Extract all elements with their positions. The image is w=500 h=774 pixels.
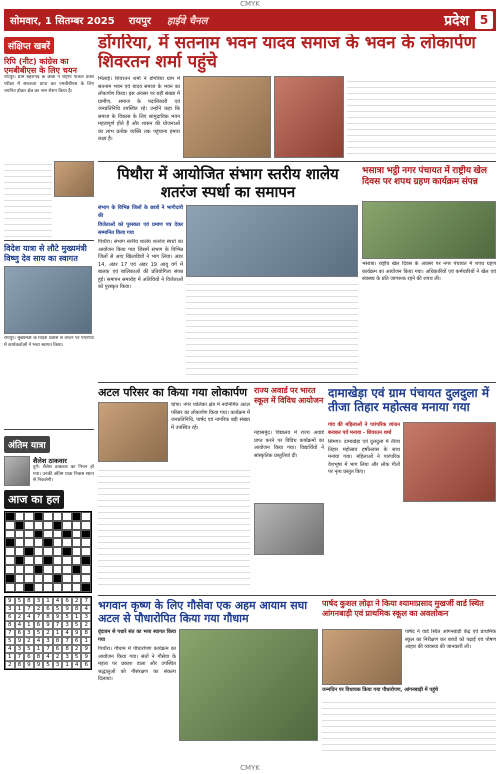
masthead-date: सोमवार, 1 सितम्बर 2025 xyxy=(10,16,115,27)
atal-headline: अटल परिसर का किया गया लोकार्पण xyxy=(98,386,248,399)
lead-body: भिलाई। शिवरतन शर्मा ने डोंगरिया ग्राम में सतनाम भवन एवं यादव समाज के भवन का लोकार्पण किया। इस अवसर पर बड़ी संख्या में ग्रामीण, समाज के पदाधिकारी एवं जनप्रतिनिधि उपस्थित रहे। उन्होंने कहा कि समाज के विकास के लिए सामुदायिक भवन महत्वपूर्ण होते हैं और शासन की योजनाओं का लाभ प्रत्येक व्यक्ति तक पहुंचाना हमारा लक्ष्य है। xyxy=(98,76,180,142)
sudoku-cell: 5 xyxy=(5,637,15,645)
sudoku-cell: 6 xyxy=(15,629,25,637)
sudoku-cell: 6 xyxy=(62,597,72,605)
sudoku-cell: 7 xyxy=(53,621,63,629)
sudoku-cell: 2 xyxy=(15,613,25,621)
sudoku-cell: 3 xyxy=(24,629,34,637)
atal-body: चांपा। नगर पालिका क्षेत्र में नवनिर्मित अटल परिसर का लोकार्पण किया गया। कार्यक्रम में जनप्रतिनिधि, पार्षद एवं नागरिक बड़ी संख्या में उपस्थित रहे। xyxy=(171,402,250,431)
sudoku-cell: 2 xyxy=(43,629,53,637)
sudoku-cell: 9 xyxy=(15,637,25,645)
sudoku-cell: 2 xyxy=(72,645,82,653)
sudoku-cell: 3 xyxy=(62,653,72,661)
sudoku-cell: 2 xyxy=(24,637,34,645)
teeja-body: सिमगा। दामाखेड़ा एवं दुलदुला में तीजा तिहार महोत्सव हर्षोल्लास के साथ मनाया गया। महिलाओं ने पारंपरिक वेशभूषा में भाग लिया और लोक गीतों पर नृत्य प्रस्तुत किए। xyxy=(328,439,400,475)
divider xyxy=(4,429,94,430)
gau-bullet: वृंदावन से पधारे संत का भव्य स्वागत किया गया xyxy=(98,629,176,643)
sudoku-cell: 5 xyxy=(34,629,44,637)
sudoku-cell: 1 xyxy=(15,605,25,613)
teeja-photo xyxy=(403,422,496,502)
sudoku-cell: 4 xyxy=(62,629,72,637)
sudoku-cell: 3 xyxy=(43,637,53,645)
sudoku-cell: 2 xyxy=(81,621,91,629)
divider xyxy=(98,595,496,596)
sudoku-cell: 6 xyxy=(5,613,15,621)
sudoku-cell: 7 xyxy=(15,653,25,661)
sudoku-cell: 6 xyxy=(43,605,53,613)
registration-mark-bottom: CMYK xyxy=(240,764,260,772)
obituary-name: शैलेश ठाकवार xyxy=(33,456,67,465)
sudoku-cell: 5 xyxy=(53,605,63,613)
sudoku-cell: 9 xyxy=(81,653,91,661)
divider xyxy=(98,382,496,383)
rajya-body: महासमुंद। विद्यालय में राज्य अवार्ड प्राप्त करने पर विविध कार्यक्रमों का आयोजन किया गया। विद्यार्थियों ने सांस्कृतिक प्रस्तुतियां दीं। xyxy=(254,430,324,459)
gau-photo xyxy=(179,629,318,741)
sudoku-cell: 1 xyxy=(43,597,53,605)
brief1-headline: रिपि (नीट) कांग्रेस का एमबीबीएस के लिए चयन xyxy=(4,57,77,76)
atal-body-cont xyxy=(98,465,250,585)
lead-photo-2 xyxy=(274,76,344,158)
divider xyxy=(4,240,94,241)
sudoku-cell: 6 xyxy=(72,637,82,645)
sudoku-cell: 9 xyxy=(24,661,34,669)
teeja-bullet: गांव की महिलाओं ने पारंपरिक व्यंजन बनाकर पर्व मनाया - शिवरतन शर्मा xyxy=(328,422,400,436)
sudoku-cell: 2 xyxy=(72,597,82,605)
sudoku-cell: 1 xyxy=(53,629,63,637)
sudoku-cell: 8 xyxy=(15,661,25,669)
bhasha-photo xyxy=(362,201,496,259)
obituary-text: दुर्ग। शैलेश ठाकवार का निधन हो गया। उनकी अंतिम यात्रा निवास स्थान से निकलेगी। xyxy=(33,464,94,484)
crossword-grid xyxy=(4,511,92,593)
lead-body-cont xyxy=(347,76,496,158)
sudoku-cell: 7 xyxy=(5,629,15,637)
gau-headline: भगवान कृष्ण के लिए गौसेवा एक अहम आयाम सघा अटल से पौधारोपित किया गया गौधाम xyxy=(98,599,308,626)
masthead-section: प्रदेश xyxy=(444,12,469,29)
puzzle-title: आज का हल xyxy=(4,490,64,509)
sudoku-cell: 9 xyxy=(72,629,82,637)
sudoku-cell: 4 xyxy=(81,605,91,613)
brief1-text: रायपुर। ग्राम बहरागढ़ के छात्रों ने राष्ट्रीय पात्रता प्रवेश परीक्षा में सफलता प्राप्त कर एमबीबीएस के लिए चयनित होकर क्षेत्र का नाम रोशन किया है। xyxy=(4,75,94,94)
sudoku-cell: 5 xyxy=(62,613,72,621)
sudoku-cell: 4 xyxy=(53,597,63,605)
lead-headline: डोंगरिया, में सतनाम भवन यादव समाज के भवन के लोकार्पण शिवरतन शर्मा पहुंचे xyxy=(98,34,476,73)
sudoku-cell: 3 xyxy=(34,597,44,605)
brief1-photo xyxy=(54,161,94,197)
sudoku-cell: 1 xyxy=(72,613,82,621)
chess-body: पिथौरा। संभाग स्तरीय शालेय शतरंज स्पर्धा का आयोजन किया गया जिसमें संभाग के विभिन्न जिलों से आए खिलाड़ियों ने भाग लिया। अंडर 14, अंडर 17 एवं अंडर 19 आयु वर्ग में बालक एवं बालिकाओं की प्रतियोगिता संपन्न हुई। समापन समारोह में अतिथियों ने विजेताओं को पुरस्कृत किया। xyxy=(98,239,183,290)
sudoku-cell: 9 xyxy=(43,621,53,629)
sudoku-cell: 3 xyxy=(5,605,15,613)
sudoku-cell: 3 xyxy=(62,621,72,629)
lead-photo-1 xyxy=(183,76,271,158)
gau-body: पिथौरा। गौधाम में पौधारोपण कार्यक्रम का आयोजन किया गया। संतों ने गौसेवा के महत्व पर प्रकाश डाला और उपस्थित श्रद्धालुओं को गौसंरक्षण का संकल्प दिलाया। xyxy=(98,646,176,682)
brief2-headline: विदेश यात्रा से लौटे मुख्यमंत्री विष्णु देव साय का स्वागत xyxy=(4,244,87,263)
parshad-photo xyxy=(322,629,402,685)
sudoku-cell: 7 xyxy=(43,645,53,653)
masthead-city: रायपुर xyxy=(128,16,151,27)
sudoku-cell: 2 xyxy=(53,653,63,661)
sudoku-cell: 4 xyxy=(24,613,34,621)
obituary-title: अंतिम यात्रा xyxy=(4,436,50,453)
sudoku-cell: 8 xyxy=(43,613,53,621)
sudoku-cell: 8 xyxy=(24,597,34,605)
brief1-text-cont xyxy=(4,159,52,237)
obituary-photo xyxy=(4,456,30,486)
sudoku-cell: 7 xyxy=(24,605,34,613)
sudoku-cell: 4 xyxy=(72,661,82,669)
masthead xyxy=(4,9,496,31)
sudoku-cell: 9 xyxy=(81,645,91,653)
teeja-headline: दामाखेड़ा एवं ग्राम पंचायत दुलदुला में तीजा तिहार महोत्सव मनाया गया xyxy=(328,386,490,415)
sudoku-cell: 9 xyxy=(62,605,72,613)
brief2-photo xyxy=(4,266,92,334)
sudoku-cell: 1 xyxy=(81,637,91,645)
parshad-body-cont xyxy=(322,697,496,755)
sudoku-cell: 9 xyxy=(53,613,63,621)
sudoku-cell: 2 xyxy=(34,605,44,613)
sudoku-cell: 2 xyxy=(5,661,15,669)
chess-body-cont xyxy=(186,279,358,375)
sudoku-cell: 7 xyxy=(62,637,72,645)
sudoku-cell: 5 xyxy=(24,645,34,653)
chess-bullet-1: संभाग के विभिन्न जिलों के छात्रों ने भागीदारी की xyxy=(98,205,183,219)
sudoku-grid xyxy=(4,596,92,670)
sudoku-cell: 6 xyxy=(24,653,34,661)
sudoku-cell: 4 xyxy=(15,621,25,629)
masthead-brand: हाईवे चैनल xyxy=(166,16,208,27)
rajya-photo xyxy=(254,503,324,555)
sudoku-cell: 1 xyxy=(5,653,15,661)
main-area xyxy=(98,34,496,758)
sudoku-cell: 5 xyxy=(15,597,25,605)
sudoku-cell: 7 xyxy=(81,597,91,605)
chess-bullet-2: विजेताओं को पुरस्कार एवं प्रमाण पत्र देकर सम्मानित किया गया xyxy=(98,222,183,236)
sudoku-cell: 8 xyxy=(5,621,15,629)
sudoku-cell: 3 xyxy=(15,645,25,653)
sudoku-cell: 8 xyxy=(72,605,82,613)
sudoku-cell: 8 xyxy=(53,637,63,645)
sudoku-cell: 3 xyxy=(81,613,91,621)
sudoku-cell: 4 xyxy=(34,637,44,645)
sudoku-cell: 6 xyxy=(81,661,91,669)
parshad-body: पार्षद ने वार्ड स्थित आंगनबाड़ी केंद्र एवं प्राथमिक स्कूल का निरीक्षण कर बच्चों को पढ़ाई एवं पोषण आहार की व्यवस्था की जानकारी ली। xyxy=(405,629,496,650)
sudoku-cell: 8 xyxy=(81,629,91,637)
parshad-headline: पार्षद कुशल लोढ़ा ने किया श्यामाप्रसाद मुखर्जी वार्ड स्थित आंगनबाड़ी एवं प्राथमिक स्कूल का अवलोकन xyxy=(322,599,484,618)
rajya-headline: राज्य अवार्ड पर भारत स्कूल में विविध आयोजन xyxy=(254,386,324,405)
sudoku-cell: 5 xyxy=(72,621,82,629)
page-number: 5 xyxy=(475,11,493,29)
divider xyxy=(98,161,496,162)
chess-photo xyxy=(186,205,358,277)
sudoku-cell: 7 xyxy=(34,613,44,621)
brief2-text: रायपुर। मुख्यमंत्री के विदेश प्रवास से लौटने पर एयरपोर्ट में कार्यकर्ताओं ने भव्य स्वागत किया। xyxy=(4,335,94,348)
left-column xyxy=(4,34,94,758)
bhasha-headline: भसात्रा भट्ठी नगर पंचायत में राष्ट्रीय खेल दिवस पर शपथ ग्रहण कार्यक्रम संपन्न xyxy=(362,165,488,186)
sudoku-cell: 5 xyxy=(72,653,82,661)
bhasha-body: भसात्रा। राष्ट्रीय खेल दिवस के अवसर पर नगर पंचायत में शपथ ग्रहण कार्यक्रम का आयोजन किया गया। अधिकारियों एवं कर्मचारियों ने खेल एवं स्वास्थ्य के प्रति जागरूक रहने की शपथ ली। xyxy=(362,261,496,282)
sudoku-cell: 8 xyxy=(34,653,44,661)
sudoku-cell: 1 xyxy=(34,645,44,653)
sudoku-cell: 1 xyxy=(24,621,34,629)
sudoku-cell: 8 xyxy=(62,645,72,653)
atal-photo xyxy=(98,402,168,462)
sudoku-cell: 6 xyxy=(34,621,44,629)
chess-headline: पिथौरा में आयोजित संभाग स्तरीय शालेय शतरंज स्पर्धा का समापन xyxy=(117,165,339,201)
sudoku-cell: 4 xyxy=(43,653,53,661)
briefs-title: संक्षिप्त खबरें xyxy=(4,37,54,54)
sudoku-cell: 6 xyxy=(53,645,63,653)
sudoku-cell: 5 xyxy=(43,661,53,669)
registration-mark-top: CMYK xyxy=(240,0,260,8)
sudoku-cell: 9 xyxy=(34,661,44,669)
sudoku-cell: 9 xyxy=(5,597,15,605)
sudoku-cell: 3 xyxy=(53,661,63,669)
parshad-caption: जन्मदिन पर विधायक किया गया पौधारोपण, आंगनबाड़ी में पहुंचे xyxy=(322,687,439,693)
sudoku-cell: 1 xyxy=(62,661,72,669)
sudoku-cell: 4 xyxy=(5,645,15,653)
